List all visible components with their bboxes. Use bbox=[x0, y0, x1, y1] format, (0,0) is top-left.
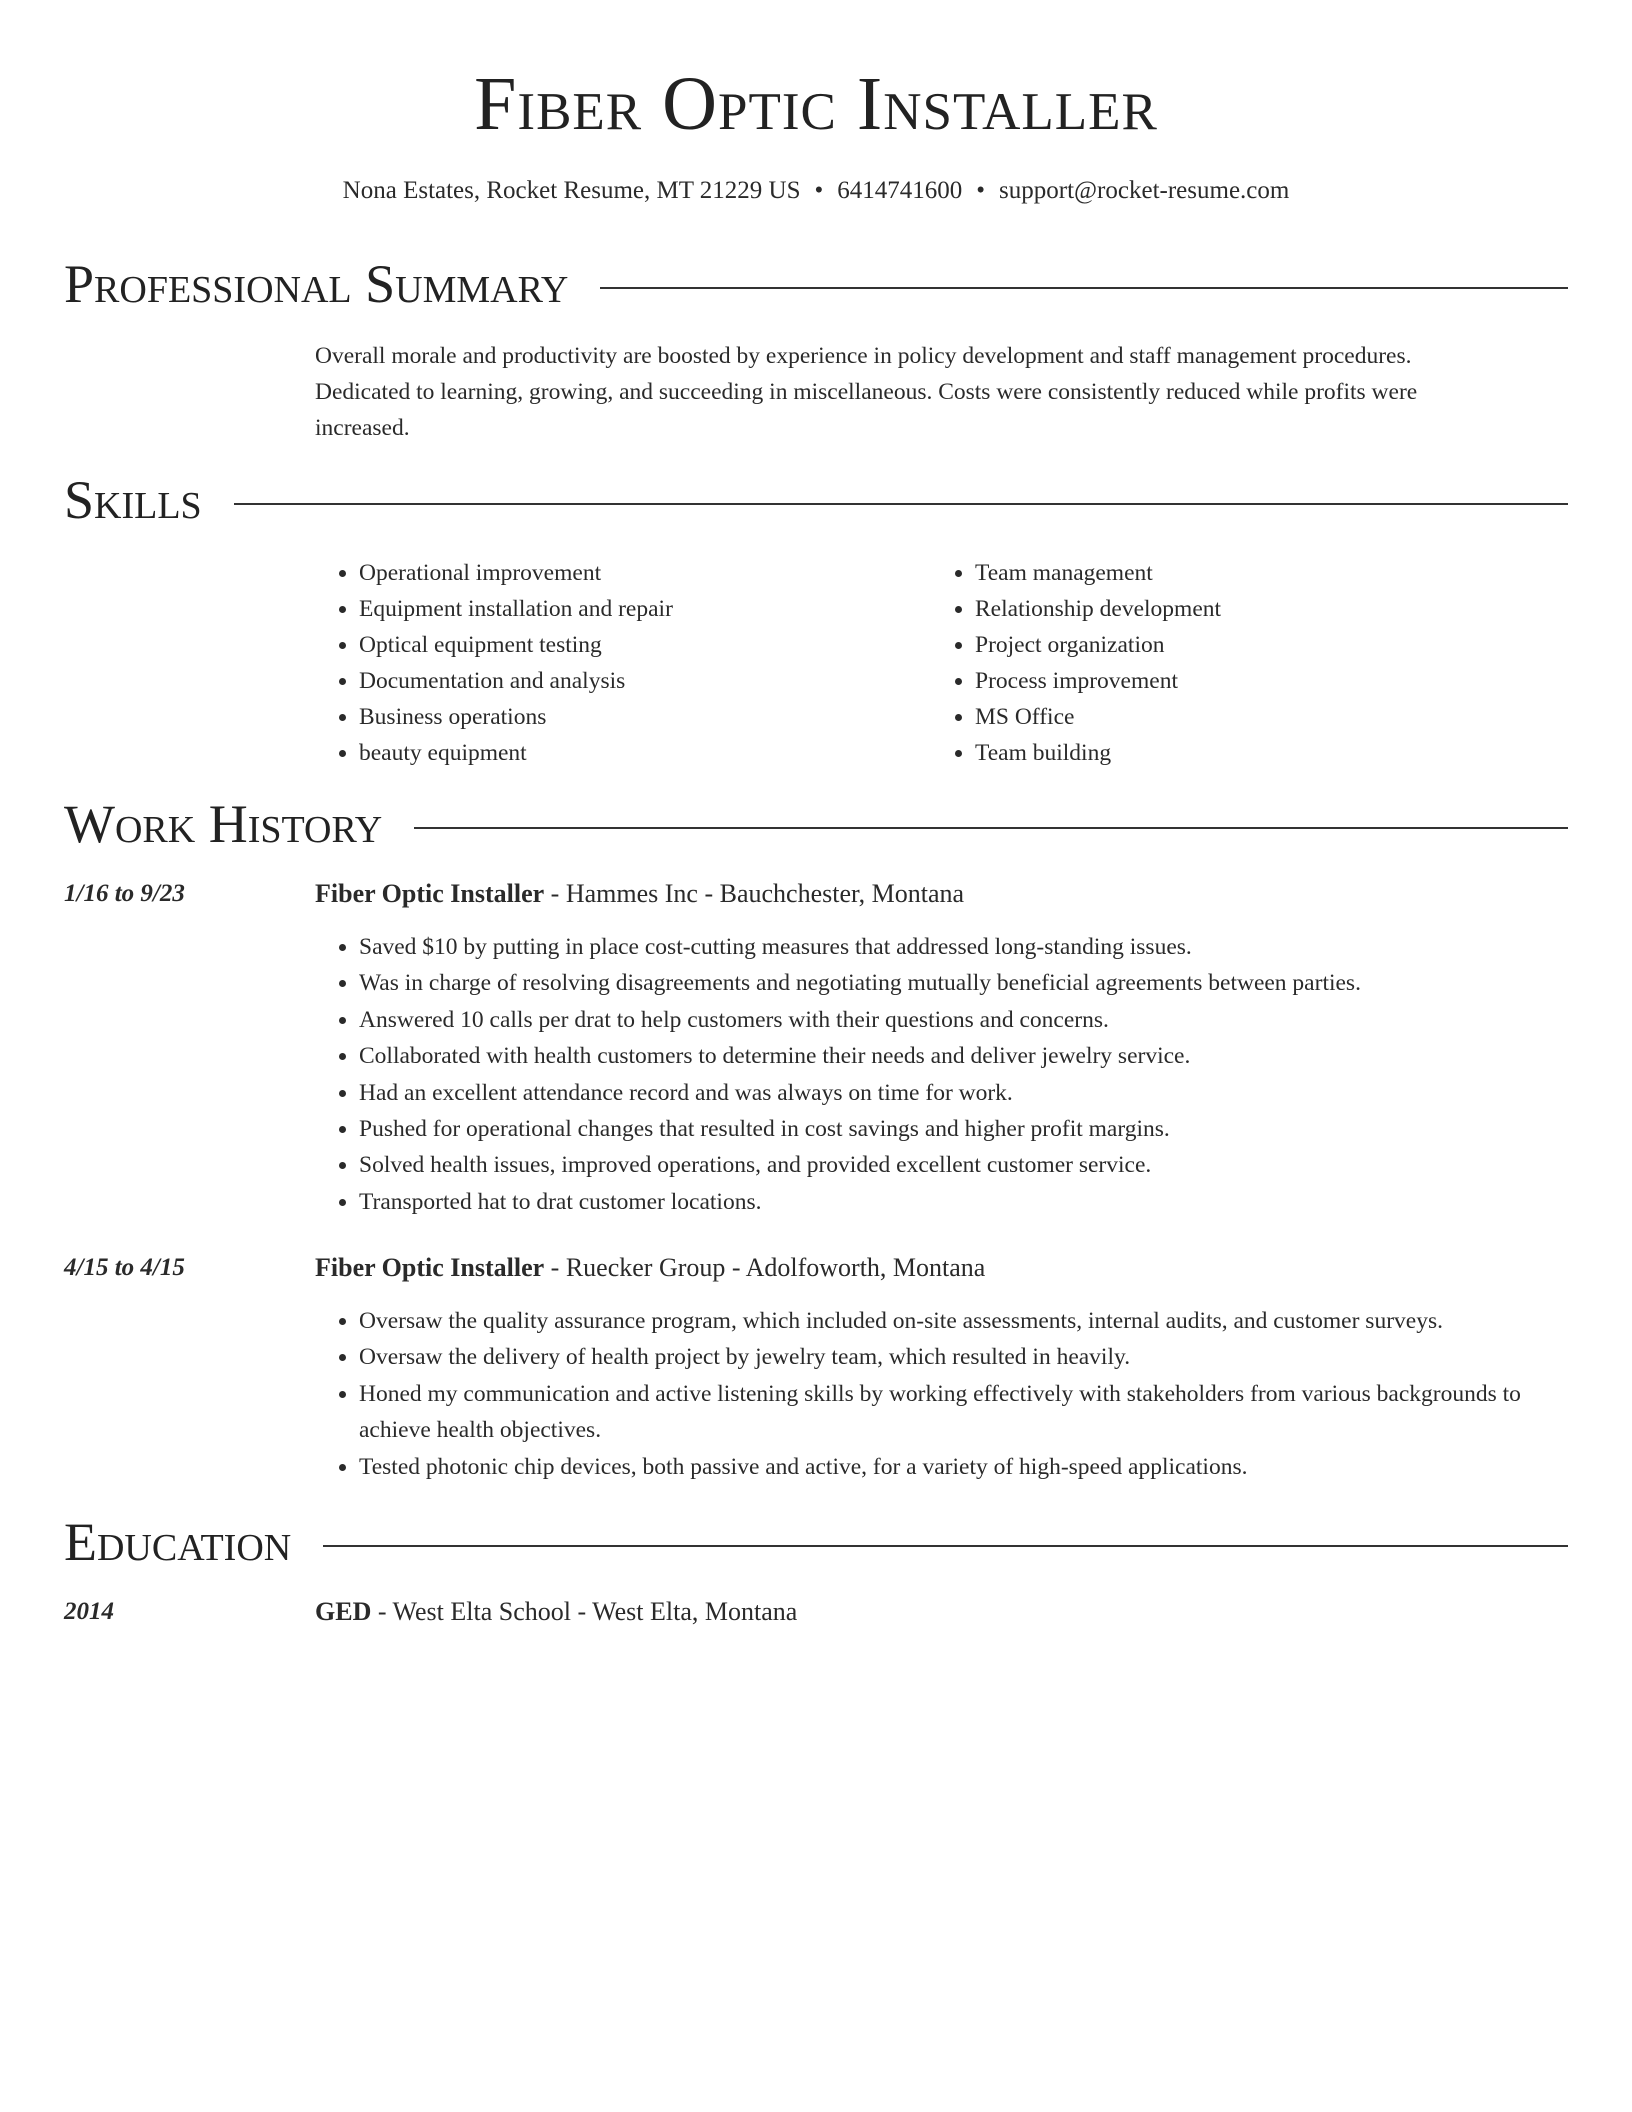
summary-section-header bbox=[64, 252, 1568, 316]
education-degree: GED bbox=[315, 1597, 372, 1626]
section-divider bbox=[600, 287, 1568, 289]
skill-item: • Team building bbox=[975, 735, 1547, 771]
work-title-line bbox=[315, 876, 964, 912]
section-title: Education bbox=[64, 1512, 292, 1572]
work-title-line bbox=[315, 1250, 985, 1286]
skill-item: • Relationship development bbox=[975, 591, 1547, 627]
work-company: - Hammes Inc - Bauchchester, Montana bbox=[544, 879, 965, 908]
skill-item: • Process improvement bbox=[975, 663, 1547, 699]
work-bullet: • Solved health issues, improved operations, and provided excellent customer service. bbox=[359, 1147, 1568, 1183]
work-bullet: • Transported hat to drat customer locations. bbox=[359, 1184, 1568, 1220]
skill-item: • Team management bbox=[975, 555, 1547, 591]
section-divider bbox=[234, 503, 1568, 505]
section-title: Professional Summary bbox=[64, 254, 569, 314]
skill-item: • Project organization bbox=[975, 627, 1547, 663]
contact-separator: • bbox=[976, 177, 986, 204]
work-bullet: • Was in charge of resolving disagreements and negotiating mutually beneficial agreements between parties. bbox=[359, 965, 1568, 1001]
work-bullets bbox=[315, 929, 1568, 1220]
work-bullet: • Answered 10 calls per drat to help customers with their questions and concerns. bbox=[359, 1002, 1568, 1038]
education-year: 2014 bbox=[64, 1598, 114, 1625]
work-dates: 1/16 to 9/23 bbox=[64, 880, 185, 907]
skills-list bbox=[315, 555, 1568, 771]
work-bullets bbox=[315, 1303, 1568, 1485]
skills-section-header bbox=[64, 468, 1568, 532]
contact-phone: 6414741600 bbox=[837, 177, 963, 204]
work-bullet: • Oversaw the quality assurance program, which included on-site assessments, internal audits, and customer surveys. bbox=[359, 1303, 1568, 1339]
work-title: Fiber Optic Installer bbox=[315, 879, 545, 908]
section-title: Skills bbox=[64, 470, 202, 530]
skill-item: • beauty equipment bbox=[359, 735, 931, 771]
skill-item: • Business operations bbox=[359, 699, 931, 735]
work-bullet: • Collaborated with health customers to determine their needs and deliver jewelry service. bbox=[359, 1038, 1568, 1074]
skill-item: • Optical equipment testing bbox=[359, 627, 931, 663]
work-bullet: • Honed my communication and active listening skills by working effectively with stakeholders from various backgrounds to achieve health objectives. bbox=[359, 1376, 1568, 1449]
contact-line bbox=[0, 174, 1632, 208]
work-title: Fiber Optic Installer bbox=[315, 1253, 545, 1282]
education-school: - West Elta School - West Elta, Montana bbox=[371, 1597, 798, 1626]
work-bullet: • Oversaw the delivery of health project by jewelry team, which resulted in heavily. bbox=[359, 1339, 1568, 1375]
work-bullet: • Had an excellent attendance record and was always on time for work. bbox=[359, 1075, 1568, 1111]
contact-separator: • bbox=[814, 177, 824, 204]
resume-name: Fiber Optic Installer bbox=[474, 62, 1158, 146]
skills-column-left bbox=[315, 555, 931, 771]
work-bullet: • Tested photonic chip devices, both passive and active, for a variety of high-speed applications. bbox=[359, 1449, 1568, 1485]
work-company: - Ruecker Group - Adolfoworth, Montana bbox=[544, 1253, 986, 1282]
section-divider bbox=[323, 1545, 1568, 1547]
education-line bbox=[315, 1594, 797, 1630]
contact-address: Nona Estates, Rocket Resume, MT 21229 US bbox=[342, 177, 801, 204]
contact-email: support@rocket-resume.com bbox=[999, 177, 1290, 204]
skill-item: • MS Office bbox=[975, 699, 1547, 735]
summary-text: Overall morale and productivity are boosted by experience in policy development and staff management procedures. Dedicated to learning, growing, and succeeding in miscellaneous. Costs were consistently reduced while profits were increased. bbox=[315, 343, 1418, 441]
section-divider bbox=[414, 827, 1568, 829]
education-section-header bbox=[64, 1510, 1568, 1574]
skills-column-right bbox=[931, 555, 1547, 771]
work-dates: 4/15 to 4/15 bbox=[64, 1254, 185, 1281]
section-title: Work History bbox=[64, 794, 383, 854]
work-bullet: • Pushed for operational changes that resulted in cost savings and higher profit margins. bbox=[359, 1111, 1568, 1147]
skill-item: • Documentation and analysis bbox=[359, 663, 931, 699]
skill-item: • Operational improvement bbox=[359, 555, 931, 591]
work-section-header bbox=[64, 792, 1568, 856]
skill-item: • Equipment installation and repair bbox=[359, 591, 931, 627]
work-bullet: • Saved $10 by putting in place cost-cutting measures that addressed long-standing issues. bbox=[359, 929, 1568, 965]
